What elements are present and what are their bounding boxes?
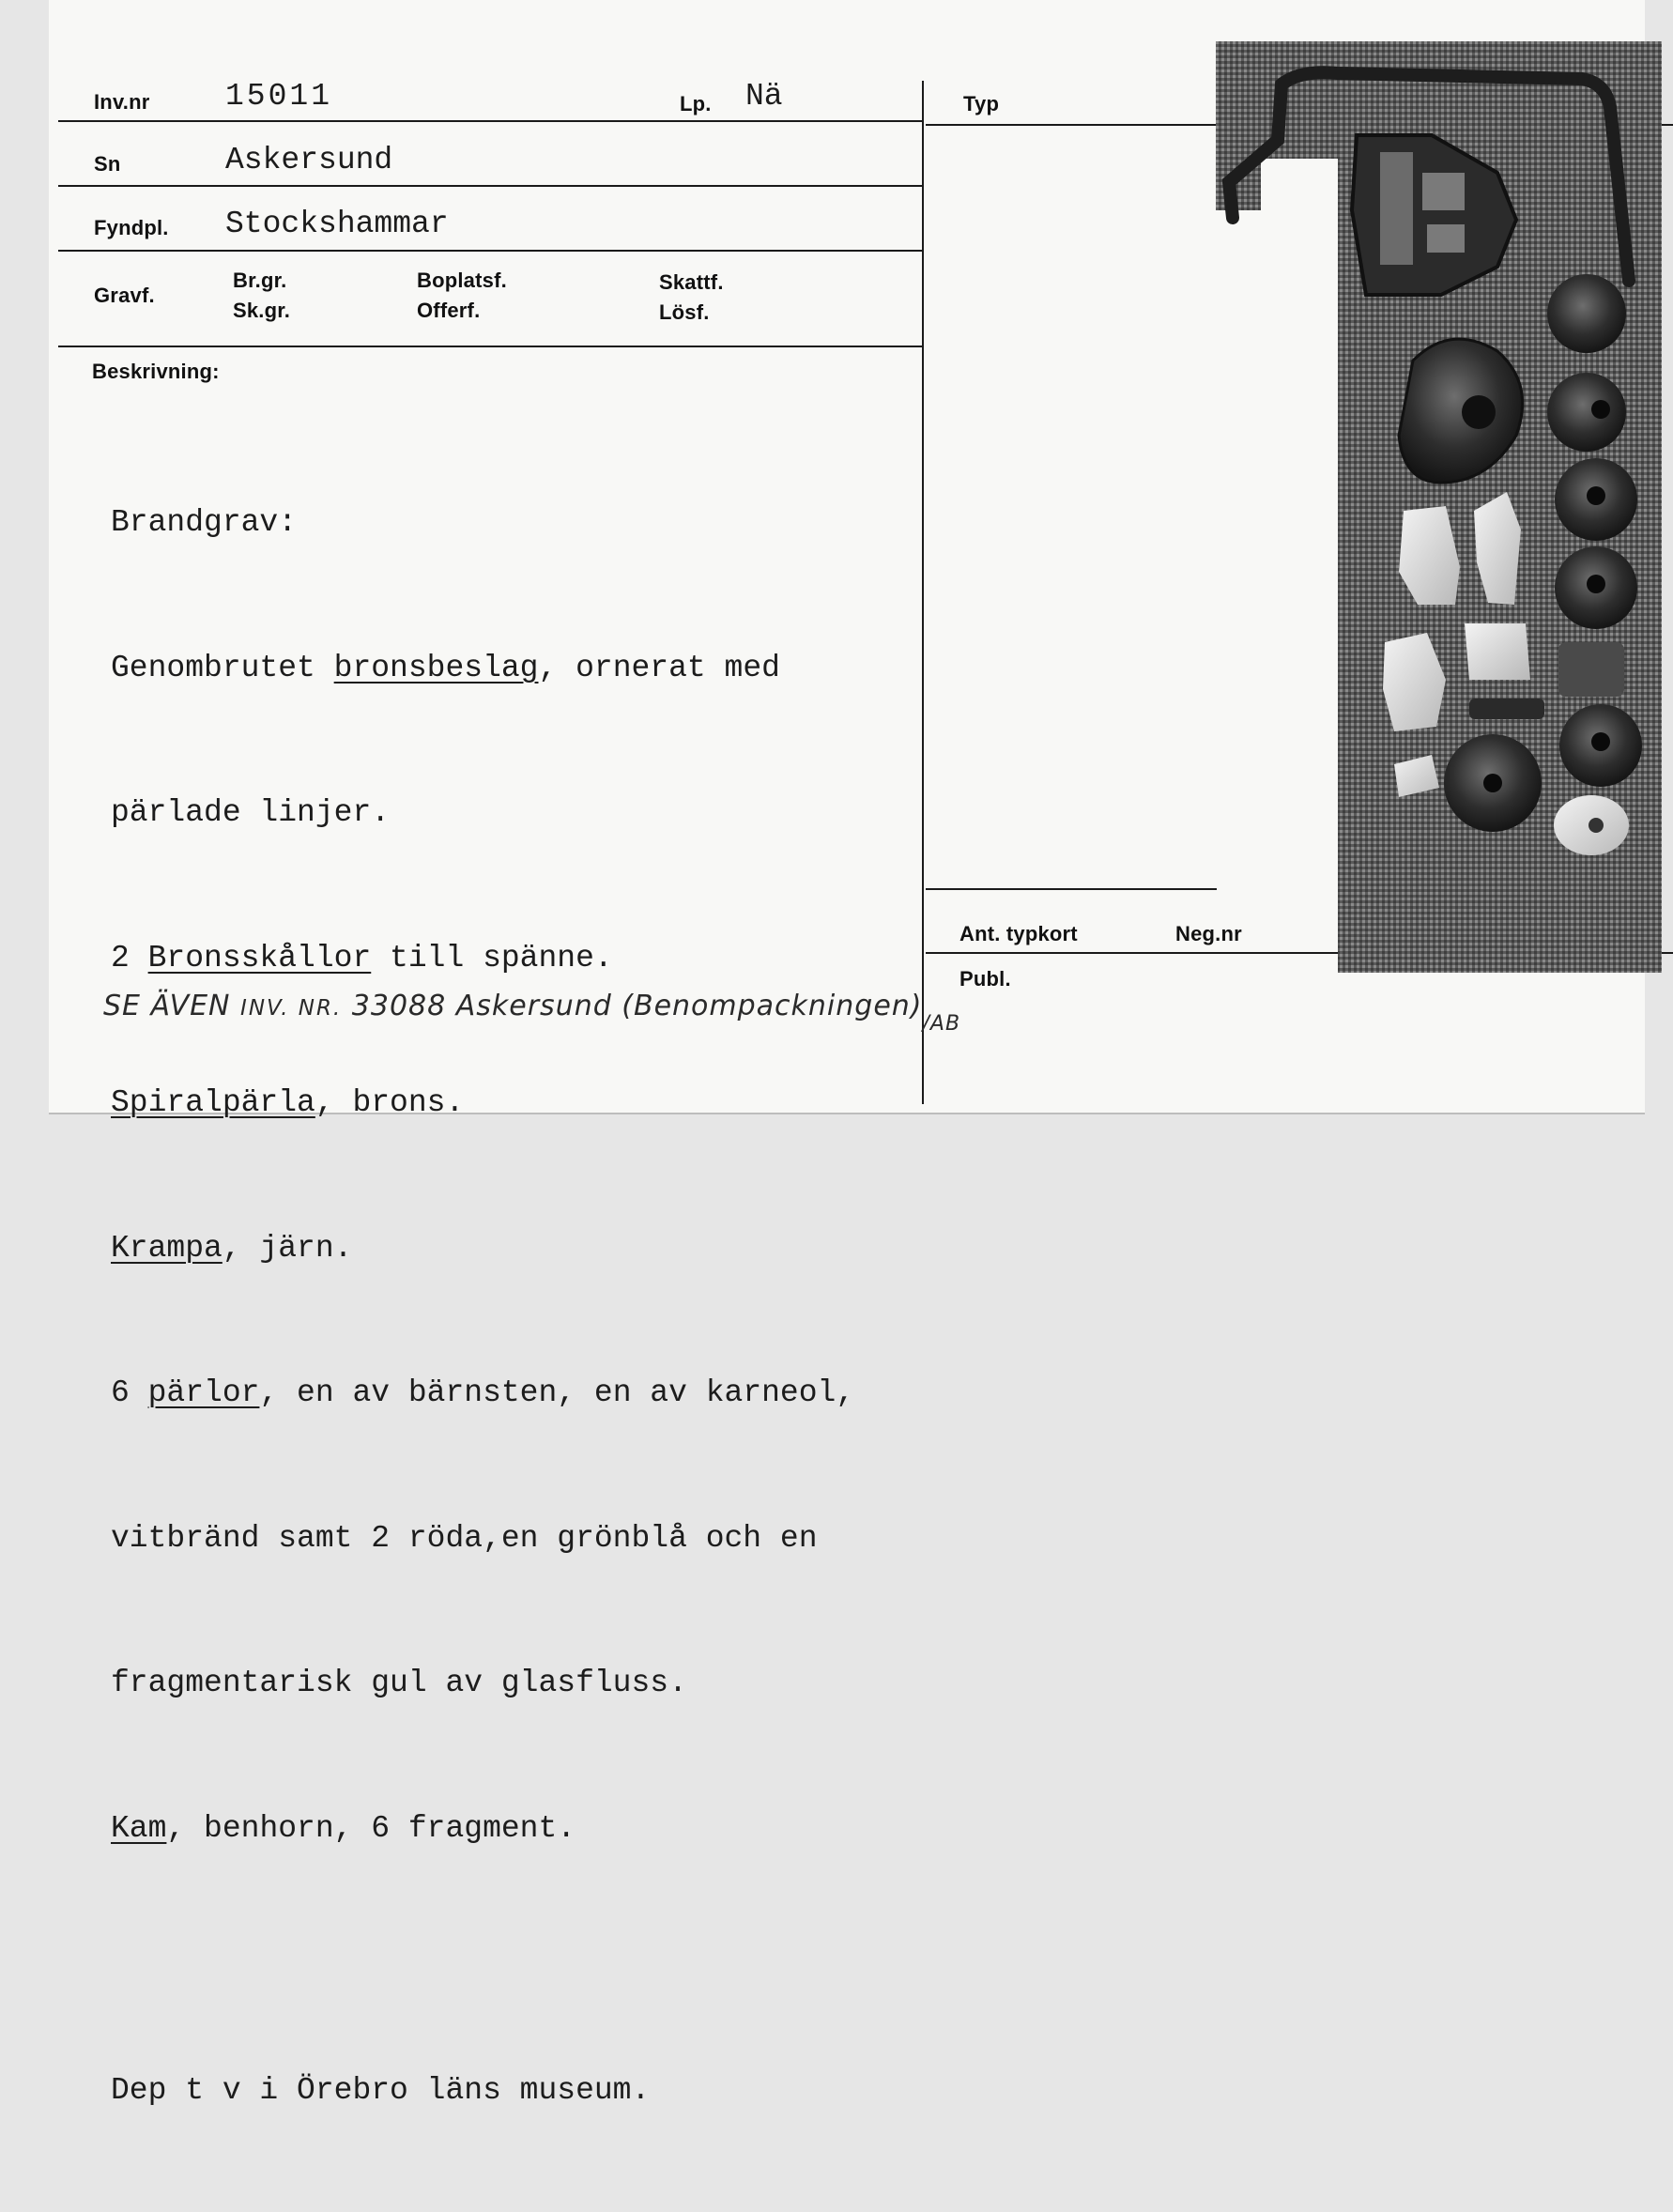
desc-line-11: Dep t v i Örebro läns museum.: [111, 2073, 651, 2108]
desc-line-6: Krampa, järn.: [111, 1230, 353, 1266]
label-publ: Publ.: [959, 967, 1011, 991]
desc-line-8: vitbränd samt 2 röda,en grönblå och en: [111, 1520, 818, 1556]
artifact-photo-icon: [1216, 41, 1662, 973]
label-negnr: Neg.nr: [1175, 922, 1242, 945]
value-sn: Askersund: [225, 143, 393, 177]
label-skgr: Sk.gr.: [233, 299, 291, 322]
desc-line-1: Brandgrav:: [111, 505, 298, 540]
label-boplatsf: Boplatsf.: [417, 269, 507, 292]
value-lp: Nä: [745, 79, 783, 114]
desc-line-3: pärlade linjer.: [111, 795, 391, 830]
label-gravf: Gravf.: [94, 284, 155, 307]
label-losf: Lösf.: [659, 300, 710, 324]
rule-typ: [926, 124, 1217, 126]
label-skattf: Skattf.: [659, 270, 724, 294]
desc-line-10: Kam, benhorn, 6 fragment.: [111, 1810, 576, 1846]
rule-invnr: [58, 120, 922, 122]
rule-ant-typkort-top: [926, 888, 1217, 890]
label-sn: Sn: [94, 152, 121, 176]
rule-typ-right: [1660, 124, 1673, 126]
label-offerf: Offerf.: [417, 299, 481, 322]
catalog-card: [49, 0, 1645, 2108]
desc-line-4: 2 Bronsskållor till spänne.: [111, 940, 613, 975]
rule-gravf: [58, 346, 922, 347]
column-divider: [922, 81, 924, 1104]
label-invnr: Inv.nr: [94, 90, 150, 114]
rule-fyndpl: [58, 250, 922, 252]
label-ant-typkort: Ant. typkort: [959, 922, 1078, 945]
rule-sn: [58, 185, 922, 187]
desc-line-7: 6 pärlor, en av bärnsten, en av karneol,: [111, 1375, 855, 1410]
value-fyndpl: Stockshammar: [225, 207, 449, 241]
desc-line-2: Genombrutet bronsbeslag, ornerat med: [111, 650, 780, 685]
description-text: [111, 402, 854, 2212]
label-lp: Lp.: [680, 92, 712, 115]
label-beskrivning: Beskrivning:: [92, 360, 220, 383]
label-brgr: Br.gr.: [233, 269, 287, 292]
label-typ: Typ: [963, 92, 1000, 115]
value-invnr: 15011: [225, 79, 333, 114]
desc-line-5: Spiralpärla, brons.: [111, 1085, 465, 1120]
desc-gap: [111, 1949, 854, 1970]
handwritten-note: SE ÄVEN INV. NR. 33088 Askersund $(Benompackningen)_{/AB}$: [103, 990, 961, 1036]
desc-line-9: fragmentarisk gul av glasfluss.: [111, 1666, 687, 1700]
label-fyndpl: Fyndpl.: [94, 216, 169, 239]
